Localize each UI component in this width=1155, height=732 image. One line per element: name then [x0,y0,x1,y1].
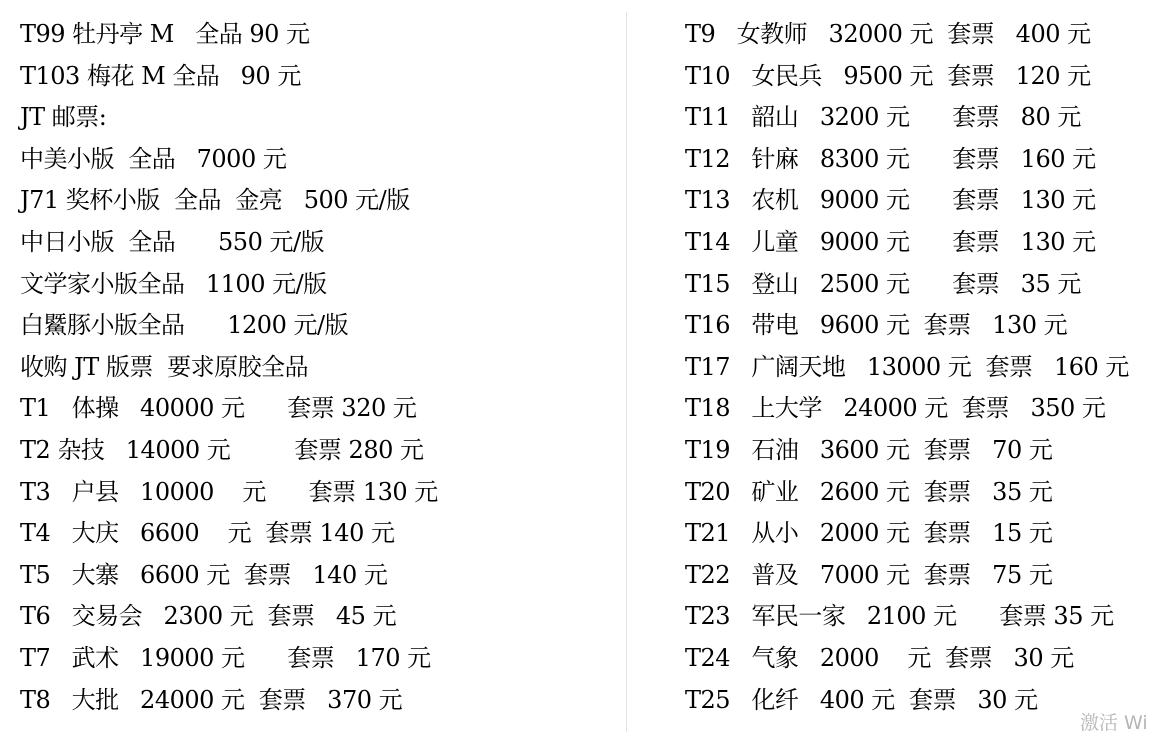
section-heading: 收购 JT 版票 要求原胶全品 [20,352,309,381]
column-divider [626,12,627,732]
price-line: 中日小版 全品 550 元/版 [20,227,325,256]
price-line: J71 奖杯小版 全品 金亮 500 元/版 [20,186,410,215]
price-line: T17 广阔天地 13000 元 套票 160 元 [685,352,1129,381]
price-line: T13 农机 9000 元 套票 130 元 [685,186,1096,215]
price-line: T103 梅花 M 全品 90 元 [20,61,301,90]
price-line: T15 登山 2500 元 套票 35 元 [685,269,1081,298]
price-line: 文学家小版全品 1100 元/版 [20,269,327,298]
price-line: T8 大批 24000 元 套票 370 元 [20,685,403,714]
price-line: T4 大庆 6600 元 套票 140 元 [20,519,395,548]
price-line: T7 武术 19000 元 套票 170 元 [20,643,431,672]
windows-activation-watermark: 激活 Wi [1080,712,1148,732]
price-line: T6 交易会 2300 元 套票 45 元 [20,602,397,631]
price-line: T20 矿业 2600 元 套票 35 元 [685,477,1053,506]
price-line: T2 杂技 14000 元 套票 280 元 [20,435,424,464]
price-line: T16 带电 9600 元 套票 130 元 [685,311,1068,340]
price-line: T25 化纤 400 元 套票 30 元 [685,685,1038,714]
price-line: T99 牡丹亭 M 全品 90 元 [20,20,310,48]
right-price-column [685,14,1150,721]
price-line: T14 儿童 9000 元 套票 130 元 [685,227,1096,256]
price-line: T18 上大学 24000 元 套票 350 元 [685,394,1106,423]
price-line: T22 普及 7000 元 套票 75 元 [685,560,1053,589]
price-line: T9 女教师 32000 元 套票 400 元 [685,20,1091,48]
price-line: T24 气象 2000 元 套票 30 元 [685,643,1074,672]
price-line: T21 从小 2000 元 套票 15 元 [685,519,1053,548]
price-line: T5 大寨 6600 元 套票 140 元 [20,560,388,589]
price-line: T12 针麻 8300 元 套票 160 元 [685,144,1096,173]
price-line: T19 石油 3600 元 套票 70 元 [685,435,1053,464]
price-line: T3 户县 10000 元 套票 130 元 [20,477,438,506]
left-price-column [20,14,610,721]
price-line: 中美小版 全品 7000 元 [20,144,287,173]
price-line: 白鱀豚小版全品 1200 元/版 [20,311,349,340]
price-line: T23 军民一家 2100 元 套票 35 元 [685,602,1114,631]
price-line: T1 体操 40000 元 套票 320 元 [20,394,417,423]
section-heading: JT 邮票: [20,103,107,132]
price-line: T11 韶山 3200 元 套票 80 元 [685,103,1081,132]
price-line: T10 女民兵 9500 元 套票 120 元 [685,61,1091,90]
